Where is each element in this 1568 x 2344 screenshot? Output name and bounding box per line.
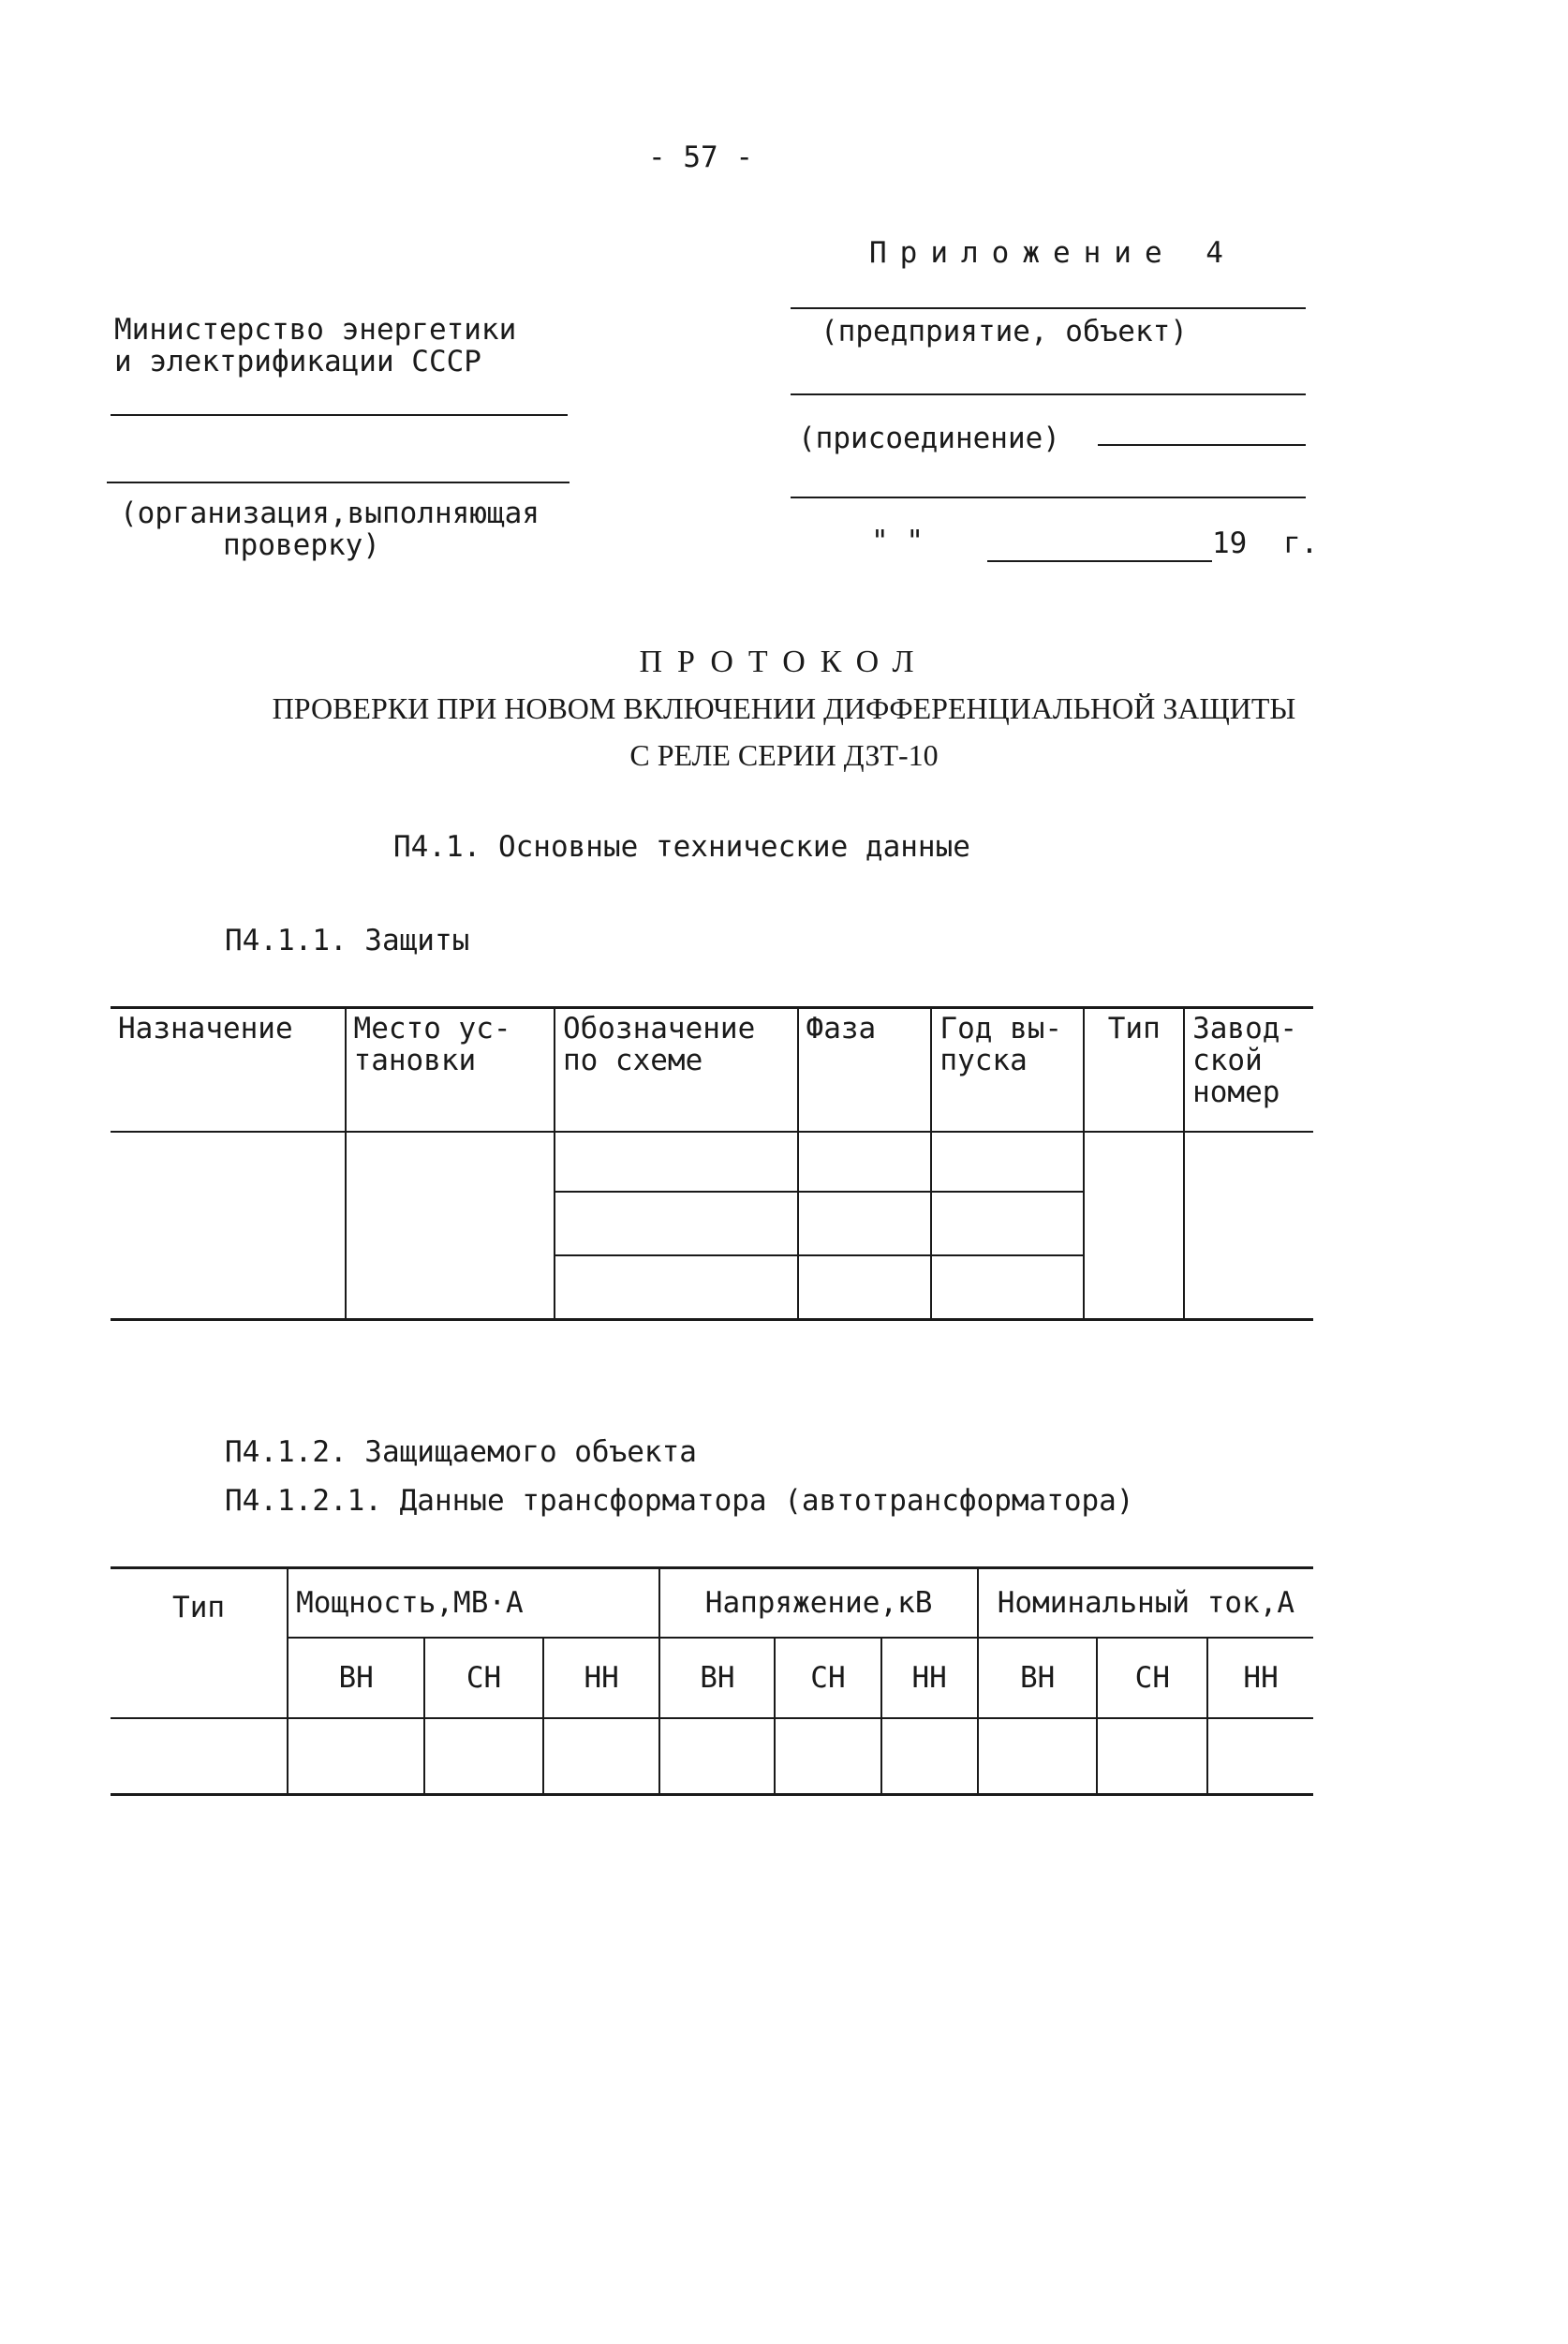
table2-header-type: Тип (111, 1568, 288, 1718)
section-p4-1-1: П4.1.1. Защиты (225, 924, 470, 957)
table1-cell (798, 1132, 932, 1192)
table2-header-power: Мощность,МВ·А (288, 1568, 659, 1638)
table2-sub-nn: НН (1207, 1638, 1313, 1718)
table1-cell (111, 1132, 346, 1319)
table2-sub-sn: СН (1097, 1638, 1207, 1718)
table2-sub-nn: НН (543, 1638, 660, 1718)
table1-header-type: Тип (1084, 1008, 1184, 1133)
table2-cell (288, 1718, 424, 1795)
table1-cell (931, 1255, 1084, 1319)
section-p4-1: П4.1. Основные технические данные (393, 830, 970, 864)
table2-cell (775, 1718, 880, 1795)
table1-cell (346, 1132, 555, 1319)
table1-cell (1084, 1132, 1184, 1319)
table2-cell (881, 1718, 978, 1795)
table2-cell (543, 1718, 660, 1795)
table1-cell (555, 1192, 798, 1255)
table2-sub-sn: СН (424, 1638, 543, 1718)
table2-sub-nn: НН (881, 1638, 978, 1718)
section-p4-1-2: П4.1.2. Защищаемого объекта (225, 1435, 697, 1469)
connection-blank-line (1098, 444, 1306, 446)
table1-header-purpose: Назначение (111, 1008, 346, 1133)
appendix-label: Приложение 4 (869, 236, 1236, 270)
org-caption-line1: (организация,выполняющая (120, 497, 540, 530)
section-p4-1-2-1: П4.1.2.1. Данные трансформатора (автотрансформатора) (225, 1484, 1134, 1518)
protections-table (111, 1006, 1313, 1321)
table1-cell (555, 1255, 798, 1319)
connection-blank-line-bottom (791, 497, 1306, 498)
table2-cell (1097, 1718, 1207, 1795)
org-blank-line-2 (107, 482, 570, 483)
table1-cell (931, 1132, 1084, 1192)
ministry-line2: и электрификации СССР (114, 345, 481, 378)
table1-cell (798, 1192, 932, 1255)
table1-cell (1184, 1132, 1313, 1319)
date-blank-line (987, 560, 1212, 562)
date-quotes: " " (871, 525, 924, 558)
table2-cell (978, 1718, 1098, 1795)
table2-header-voltage: Напряжение,кВ (659, 1568, 977, 1638)
title-line3: С РЕЛЕ СЕРИИ ДЗТ-10 (629, 738, 939, 772)
ministry-line1: Министерство энергетики (114, 313, 517, 347)
table2-cell (111, 1718, 288, 1795)
connection-blank-line-top (791, 393, 1306, 395)
table2-sub-vn: ВН (659, 1638, 775, 1718)
table1-cell (798, 1255, 932, 1319)
page-number: - 57 - (648, 141, 753, 174)
year-suffix: г. (1283, 527, 1319, 560)
org-caption-line2: проверку) (223, 528, 380, 562)
table1-header-year: Год вы- пуска (931, 1008, 1084, 1133)
table2-header-current: Номинальный ток,А (978, 1568, 1313, 1638)
table2-cell (424, 1718, 543, 1795)
table2-sub-sn: СН (775, 1638, 880, 1718)
table2-cell (659, 1718, 775, 1795)
year-prefix: 19 (1212, 527, 1248, 560)
title-line1: ПРОТОКОЛ (639, 645, 929, 679)
org-blank-line-1 (111, 414, 568, 416)
table1-header-phase: Фаза (798, 1008, 932, 1133)
table1-cell (931, 1192, 1084, 1255)
table1-header-serial: Завод- ской номер (1184, 1008, 1313, 1133)
connection-caption: (присоединение) (798, 422, 1060, 455)
table2-sub-vn: ВН (288, 1638, 424, 1718)
table2-sub-vn: ВН (978, 1638, 1098, 1718)
enterprise-caption: (предприятие, объект) (821, 315, 1188, 349)
table1-header-location: Место ус- тановки (346, 1008, 555, 1133)
table2-cell (1207, 1718, 1313, 1795)
table1-header-designation: Обозначение по схеме (555, 1008, 798, 1133)
enterprise-blank-line (791, 307, 1306, 309)
transformer-table (111, 1566, 1313, 1796)
table1-cell (555, 1132, 798, 1192)
title-line2: ПРОВЕРКИ ПРИ НОВОМ ВКЛЮЧЕНИИ ДИФФЕРЕНЦИАЛЬНОЙ ЗАЩИТЫ (272, 691, 1296, 725)
